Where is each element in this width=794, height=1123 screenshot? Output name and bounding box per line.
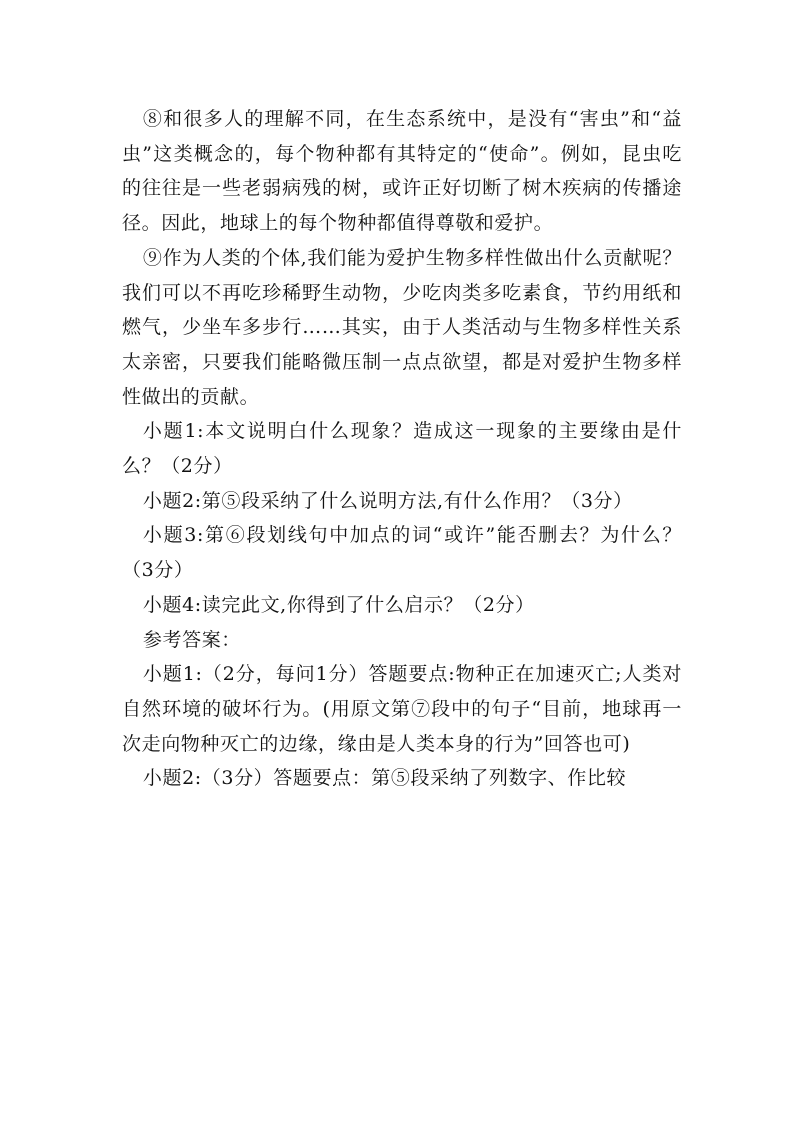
paragraph-8: ⑧和很多人的理解不同，在生态系统中，是没有“害虫”和“益虫”这类概念的，每个物种都有其特定的“使命”。例如，昆虫吃的往往是一些老弱病残的树，或许正好切断了树木疾病的传播途径。因此，地球上的每个物种都值得尊敬和爱护。	[122, 108, 682, 235]
answers-heading: 参考答案：	[142, 628, 241, 651]
question-1: 小题1:本文说明白什么现象？造成这一现象的主要缘由是什么？（2分）	[122, 420, 682, 478]
question-4: 小题4:读完此文,你得到了什么启示？（2分）	[142, 593, 535, 616]
document-body	[122, 102, 682, 796]
paragraph-9: ⑨作为人类的个体,我们能为爱护生物多样性做出什么贡献呢？我们可以不再吃珍稀野生动物，少吃肉类多吃素食，节约用纸和燃气，少坐车多步行……其实，由于人类活动与生物多样性关系太亲密，只要我们能略微压制一点点欲望，都是对爱护生物多样性做出的贡献。	[122, 246, 682, 408]
answer-2: 小题2:（3分）答题要点：第⑤段采纳了列数字、作比较	[142, 767, 627, 790]
answer-1: 小题1:（2分，每问1分）答题要点:物种正在加速灭亡;人类对自然环境的破坏行为。(用原文第⑦段中的句子“目前，地球再一次走向物种灭亡的边缘，缘由是人类本身的行为”回答也可)	[122, 663, 682, 755]
question-2: 小题2:第⑤段采纳了什么说明方法,有什么作用？（3分）	[142, 489, 633, 512]
question-3: 小题3:第⑥段划线句中加点的词“或许”能否删去？为什么？（3分）	[122, 524, 682, 582]
